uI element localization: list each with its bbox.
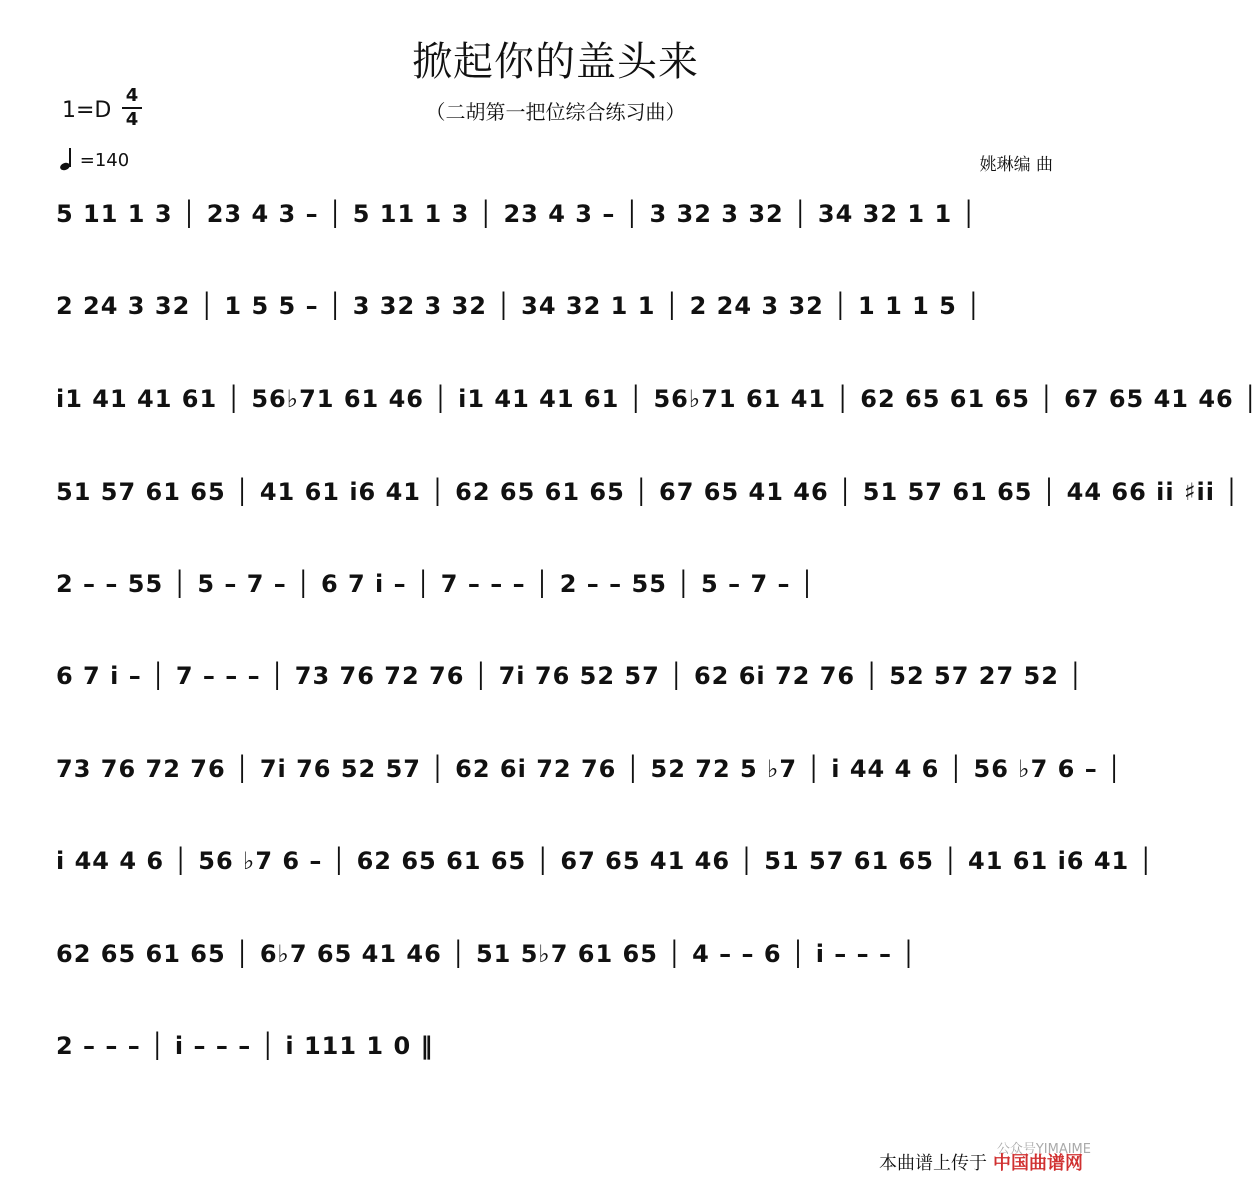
score-line-8: i 44 4 6 │ 56 ♭7 6 – │ 62 65 61 65 │ 67 65 41 46 │ 51 57 61 65 │ 41 61 i6 41 │	[56, 847, 1155, 875]
score-subtitle: （二胡第一把位综合练习曲）	[425, 100, 686, 124]
score-line-6: 6 7 i – │ 7 – – – │ 73 76 72 76 │ 7i 76 52 57 │ 62 6i 72 76 │ 52 57 27 52 │	[56, 662, 1084, 690]
score-line-9: 62 65 61 65 │ 6♭7 65 41 46 │ 51 5♭7 61 65 │ 4 – – 6 │ i – – – │	[56, 940, 917, 968]
footer-text: 本曲谱上传于	[879, 1153, 987, 1174]
tempo-marking	[60, 148, 129, 171]
composer-credit: 姚琳编 曲	[979, 155, 1053, 175]
score-line-4: 51 57 61 65 │ 41 61 i6 41 │ 62 65 61 65 │ 67 65 41 46 │ 51 57 61 65 │ 44 66 ii ♯ii │	[56, 478, 1240, 506]
score-line-10: 2 – – – │ i – – – │ i 111 1 0 ‖	[56, 1032, 434, 1060]
time-signature-top: 4	[125, 85, 139, 106]
site-logo[interactable]: 中国曲谱网	[993, 1153, 1083, 1174]
time-signature-bottom: 4	[125, 109, 139, 130]
score-line-5: 2 – – 55 │ 5 – 7 – │ 6 7 i – │ 7 – – – │ 2 – – 55 │ 5 – 7 – │	[56, 570, 816, 598]
score-title: 掀起你的盖头来	[412, 39, 699, 85]
tempo-value: =140	[79, 150, 130, 171]
quarter-note-icon	[60, 148, 74, 170]
score-line-7: 73 76 72 76 │ 7i 76 52 57 │ 62 6i 72 76 │ 52 72 5 ♭7 │ i 44 4 6 │ 56 ♭7 6 – │	[56, 755, 1123, 783]
score-line-2: 2 24 3 32 │ 1 5 5 – │ 3 32 3 32 │ 34 32 1 1 │ 2 24 3 32 │ 1 1 1 5 │	[56, 292, 982, 320]
footer-credit	[879, 1149, 1083, 1175]
time-signature	[122, 86, 142, 130]
score-line-1: 5 11 1 3 │ 23 4 3 – │ 5 11 1 3 │ 23 4 3 – │ 3 32 3 32 │ 34 32 1 1 │	[56, 200, 977, 228]
score-line-3: i1 41 41 61 │ 56♭71 61 46 │ i1 41 41 61 │ 56♭71 61 41 │ 62 65 61 65 │ 67 65 41 46 │	[56, 385, 1259, 413]
key-signature: 1=D	[62, 98, 112, 123]
watermark: 公众号YIMAIME	[996, 1142, 1091, 1157]
